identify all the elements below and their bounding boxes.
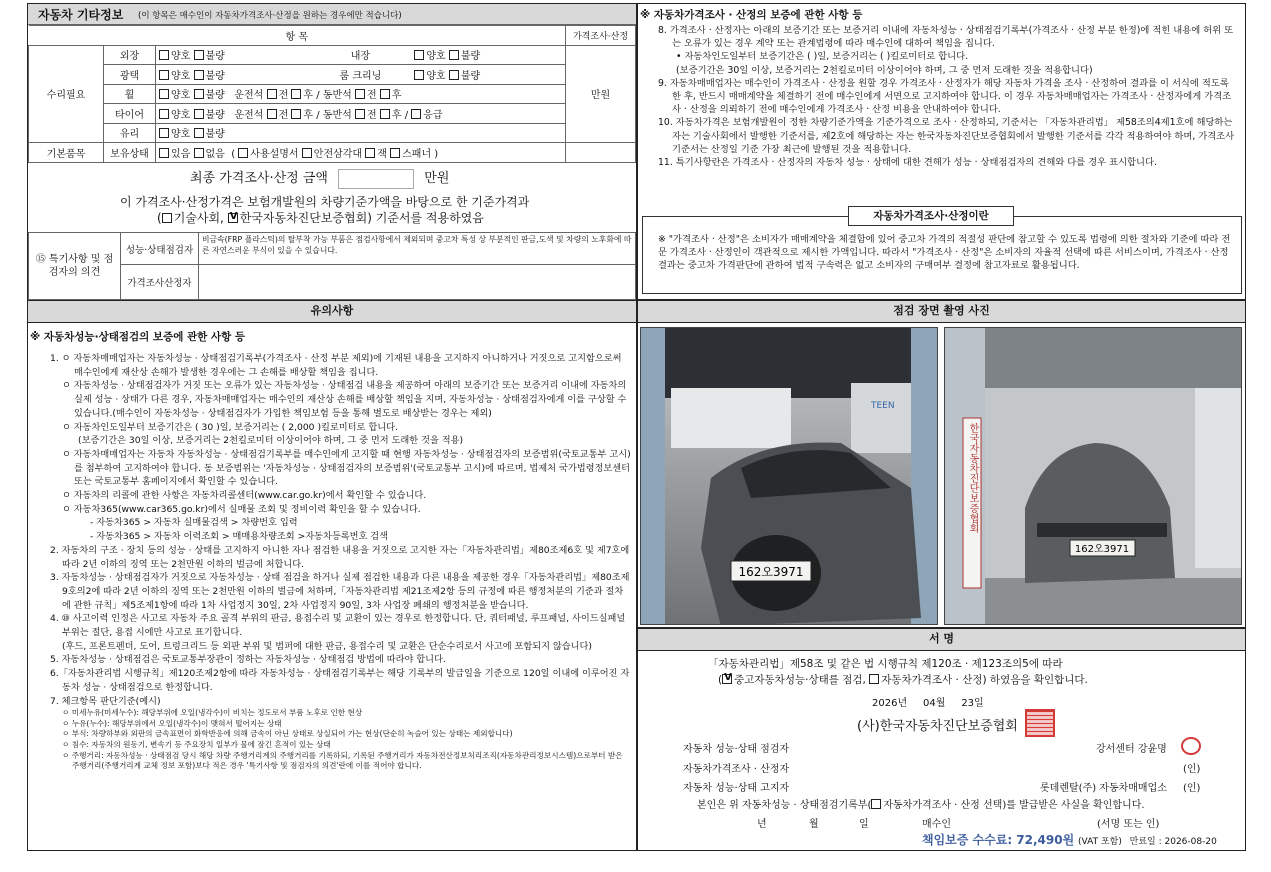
notifier-role: 자동차 성능·상태 고지자 bbox=[683, 783, 790, 794]
room-bad-checkbox[interactable] bbox=[449, 70, 459, 80]
note-7c: ㅇ 부식: 차량하부와 외판의 금속표면이 화학반응에 의해 금속이 아닌 상태로 상실되어 가는 현상(단순히 녹슬어 있는 상태는 제외합니다) bbox=[62, 729, 513, 739]
note-2: 2. 자동차의 구조 · 장치 등의 성능 · 상태를 고지하지 아니한 자나 점검한 내용을 거짓으로 고지한 자는「자동차관리법」제80조제6호 및 제7호에 따라 2년 이하의 징역 또는 2천만원 이하의 벌금에 처합니다. bbox=[50, 544, 630, 570]
tire-pass-front-checkbox[interactable] bbox=[355, 109, 365, 119]
sign-org: (사)한국자동차진단보증협회 bbox=[857, 719, 1018, 734]
appraisal-def-title: 자동차가격조사·산정이란 bbox=[848, 206, 1014, 226]
inspector-label: 성능·상태점검자 bbox=[121, 233, 199, 265]
inspection-photo-front bbox=[640, 327, 938, 625]
sign-month: 04월 bbox=[923, 698, 946, 709]
glass-bad-checkbox[interactable] bbox=[194, 128, 204, 138]
price-basis-line1: 이 가격조사·산정가격은 보험개발원의 차량기준가액을 바탕으로 한 기준가격과 bbox=[120, 195, 530, 209]
price-unit: 만원 bbox=[566, 45, 636, 143]
item-8: 8. 가격조사 · 산정자는 아래의 보증기간 또는 보증거리 이내에 자동차성능 · 상태점검기록부(가격조사 · 산정 부분 한정)에 적힌 내용에 허위 또는 오류가 있는 경우 계약 또는 관계법령에 따라 매수인에 대하여 책임을 집니다. bbox=[658, 25, 1234, 50]
note-1d: (보증기간은 30일 이상, 보증거리는 2천킬로미터 이상이어야 하며, 그 중 먼저 도래한 것을 적용) bbox=[78, 435, 464, 447]
inspector-name: 강서센터 강윤명 bbox=[1096, 744, 1167, 755]
tire-good-checkbox[interactable] bbox=[159, 109, 169, 119]
appraiser-seal-text: (인) bbox=[1183, 764, 1201, 775]
other-info-title: 자동차 기타정보 bbox=[38, 8, 124, 22]
final-price-input[interactable] bbox=[338, 169, 414, 189]
notifier-seal-text: (인) bbox=[1183, 783, 1201, 794]
basic-label: 기본품목 bbox=[29, 143, 104, 163]
kaida-vertical-sign: 한국자동차진단보증협회 bbox=[967, 423, 978, 533]
item-8c: (보증기간은 30일 이상, 보증거리는 2천킬로미터 이상이어야 하며, 그 중 먼저 도래한 것을 적용합니다) bbox=[676, 64, 1093, 76]
sign-row-notifier bbox=[683, 779, 1203, 794]
plate-rear: 162오3971 bbox=[1074, 544, 1130, 555]
appraiser-label: 가격조사산정자 bbox=[121, 265, 199, 300]
plate-front: 162오3971 bbox=[738, 565, 804, 579]
appraisal-def-text: ※ "가격조사 · 산정"은 소비자가 매매계약을 체결함에 있어 중고차 가격의 적절성 판단에 참고할 수 있도록 법령에 의한 절차와 기준에 따라 전문 가격조사 · 산정인이 객관적으로 제시한 가액입니다. 따라서 "가격조사 · 산정"은 소비자의 자율적 선택에 따른 서비스이며, 가격조사 · 산정 결과는 중고차 가격판단에 관하여 법적 구속력은 없고 소비자의 구매여부 결정에 참고자료로 활용됩니다. bbox=[658, 234, 1231, 271]
buyer-year: 년 bbox=[757, 819, 767, 830]
signature-header: 서 명 bbox=[637, 628, 1246, 651]
ext-good-checkbox[interactable] bbox=[159, 50, 169, 60]
glass-label: 유리 bbox=[104, 123, 156, 143]
tire-driver-rear-checkbox[interactable] bbox=[291, 109, 301, 119]
buyer-day: 일 bbox=[859, 819, 869, 830]
gloss-label: 광택 bbox=[104, 65, 156, 85]
inspection-photo-rear bbox=[944, 327, 1242, 625]
note-1e: ㅇ 자동차매매업자는 자동차 자동차성능 · 상태점검기록부를 매수인에게 고지할 때 현행 자동차성능 · 상태점검자의 보증범위(국토교통부 고시)를 첨부하여 고지하여야 합니다. 동 보증범위는 '자동차성능 · 상태점검자의 보증범위'(국토교통부 고시)에 따르며, 법제처 국가법령정보센터 또는 국토교통부 홈페이지에서 확인할 수 있습니다. bbox=[62, 448, 631, 488]
buyer-month: 월 bbox=[809, 819, 819, 830]
wheel-bad-checkbox[interactable] bbox=[194, 89, 204, 99]
glass-good-checkbox[interactable] bbox=[159, 128, 169, 138]
manual-checkbox[interactable] bbox=[238, 148, 248, 158]
buyer-appraisal-checkbox[interactable] bbox=[871, 799, 881, 809]
tire-bad-checkbox[interactable] bbox=[194, 109, 204, 119]
inspector-seal bbox=[1181, 737, 1201, 755]
int-bad-checkbox[interactable] bbox=[449, 50, 459, 60]
wheel-pass-rear-checkbox[interactable] bbox=[380, 89, 390, 99]
note-1b: ㅇ 자동차성능 · 상태점검자가 거짓 또는 오류가 있는 자동차성능 · 상태점검 내용을 제공하여 아래의 보증기간 또는 보증거리 이내에 자동차의 실제 성능 · 상태가 다른 경우, 자동차매매업자는 매수인의 재산상 손해를 배상할 책임을 지며, 자동차성능 · 상태점검자에게 이를 구상할 수 있습니다.(매수인이 자동차성능 · 상태점검자가 가입한 책임보험 등을 통해 별도로 배상받는 경우는 제외) bbox=[62, 380, 627, 419]
note-7: 7. 체크항목 판단기준(예시) bbox=[50, 695, 161, 707]
have-checkbox[interactable] bbox=[159, 148, 169, 158]
note-1: 1. ㅇ 자동차매매업자는 자동차성능 · 상태점검기록부(가격조사 · 산정 부분 제외)에 기재된 내용을 고지하지 아니하거나 거짓으로 고지함으로써 매수인에게 재산상 손해가 발생한 경우에는 그 손해를 배상할 책임을 집니다. bbox=[50, 353, 622, 378]
wheel-driver-front-checkbox[interactable] bbox=[267, 89, 277, 99]
final-price-unit: 만원 bbox=[424, 171, 450, 186]
appraisal-guarantee-text bbox=[658, 24, 1238, 169]
note-5: 5. 자동차성능 · 상태점검은 국토교통부장관이 정하는 자동차성능 · 상태점검 방법에 따라야 합니다. bbox=[50, 654, 446, 666]
buyer-label: 매수인 bbox=[922, 819, 951, 830]
item-8b: • 자동차인도일부터 보증기간은 ( )일, 보증거리는 ( )킬로미터로 합니다. bbox=[676, 51, 969, 63]
room-good-checkbox[interactable] bbox=[414, 70, 424, 80]
price-basis-line2: ( 기술사회, V 한국자동차진단보증협회) 기준서를 적용하였음 bbox=[157, 209, 484, 226]
note-1h: - 자동차365 > 자동차 실매물검색 > 차량번호 입력 bbox=[90, 517, 298, 529]
none-checkbox[interactable] bbox=[194, 148, 204, 158]
tire-emergency-checkbox[interactable] bbox=[411, 109, 421, 119]
notes-body bbox=[50, 352, 632, 772]
tire-label: 타이어 bbox=[104, 104, 156, 124]
notes-header: 유의사항 bbox=[27, 300, 637, 323]
kaida-checkbox[interactable] bbox=[228, 213, 238, 223]
photo-rear-image bbox=[945, 328, 1242, 625]
other-info-title-bar bbox=[28, 4, 636, 25]
wheel-driver-rear-checkbox[interactable] bbox=[291, 89, 301, 99]
appraiser-role: 자동차가격조사 · 산정자 bbox=[683, 764, 790, 775]
triangle-checkbox[interactable] bbox=[302, 148, 312, 158]
price-header: 가격조사·산정 bbox=[566, 26, 636, 46]
appraisal-guarantee-title: ※ 자동차가격조사 · 산정의 보증에 관한 사항 등 bbox=[640, 9, 863, 21]
buyer-confirm-line: 본인은 위 자동차성능 · 상태점검기록부( 자동차가격조사 · 산정 선택)를 발급받은 사실을 확인합니다. bbox=[697, 800, 1145, 811]
sign-year: 2026년 bbox=[872, 698, 908, 709]
photos-header: 점검 장면 촬영 사진 bbox=[637, 300, 1246, 323]
repair-table: 항 목 가격조사·산정 수리필요 외장 양호 불량 내장 양호 불량 만원 광택 양호 불량 룸 크리닝 양호 불량 휠 양호 불량 운전석 전 후 / 동반석 전 후 타이어 양호 불량 운전석 전 후 / 동반석 전 후 / 응급 유리 양호 불량 기본품목 보유상태 있음 없음 ( 사용설명서 안전삼각대 잭 스패너 ) bbox=[28, 25, 636, 163]
spanner-checkbox[interactable] bbox=[390, 148, 400, 158]
gloss-bad-checkbox[interactable] bbox=[194, 70, 204, 80]
buyer-date-row bbox=[757, 815, 1197, 830]
expire-date: 만료일 : 2026-08-20 bbox=[1129, 837, 1217, 847]
tire-driver-front-checkbox[interactable] bbox=[267, 109, 277, 119]
repair-label: 수리필요 bbox=[29, 45, 104, 143]
item-header: 항 목 bbox=[29, 26, 566, 46]
wheel-good-checkbox[interactable] bbox=[159, 89, 169, 99]
ext-label: 외장 bbox=[104, 45, 156, 65]
note-1f: ㅇ 자동차의 리콜에 관한 사항은 자동차리콜센터(www.car.go.kr)에서 확인할 수 있습니다. bbox=[62, 490, 427, 502]
int-good-checkbox[interactable] bbox=[414, 50, 424, 60]
note-6: 6.「자동차관리법 시행규칙」제120조제2항에 따라 자동차성능 · 상태점검기록부는 해당 기록부의 발급일을 기준으로 120일 이내에 이루어진 자동차 성능 · 상태점검으로 한정합니다. bbox=[50, 668, 630, 693]
fee-label: 책임보증 수수료: 72,490원 bbox=[922, 833, 1075, 847]
holding-label: 보유상태 bbox=[104, 143, 156, 163]
tire-pass-rear-checkbox[interactable] bbox=[380, 109, 390, 119]
buyer-sign-field[interactable]: (서명 또는 인) bbox=[1097, 819, 1160, 830]
special-notes-table bbox=[28, 232, 636, 300]
notes-title: ※ 자동차성능·상태점검의 보증에 관한 사항 등 bbox=[30, 331, 246, 343]
sign-date bbox=[872, 694, 984, 709]
fee-note: (VAT 포함) bbox=[1078, 837, 1122, 847]
sign-confirm-line: (V 중고자동차성능·상태를 점검, 자동차가격조사 · 산정) 하였음을 확인합니다. bbox=[718, 672, 1088, 687]
tech-society-checkbox[interactable] bbox=[162, 213, 172, 223]
final-price-label: 최종 가격조사·산정 금액 bbox=[190, 171, 328, 186]
photo-front-image bbox=[641, 328, 938, 625]
ext-bad-checkbox[interactable] bbox=[194, 50, 204, 60]
sign-day: 23일 bbox=[961, 698, 984, 709]
note-1i: - 자동차365 > 자동차 이력조회 > 매매용차량조회 >자동차등록번호 검색 bbox=[90, 531, 389, 543]
fee-row bbox=[922, 831, 1217, 848]
note-3: 3. 자동차성능 · 상태점검자가 거짓으로 자동차성능 · 상태 점검을 하거나 실제 점검한 내용과 다른 내용을 제공한 경우「자동차관리법」제80조제9호의2에 따라 2년 이하의 징역 또는 2천만원 이하의 벌금에 처하며,「자동차관리법 제21조제2항 등의 규정에 따른 행정처분의 기준과 절차에 관한 규칙」제5조제1항에 따라 1차 사업정지 30일, 2차 사업정지 90일, 3차 사업장 폐쇄의 행정처분을 받습니다. bbox=[50, 572, 630, 611]
sign-row-inspector bbox=[683, 740, 1203, 755]
room-label: 룸 크리닝 bbox=[310, 65, 412, 85]
sign-law-line: 「자동차관리법」제58조 및 같은 법 시행규칙 제120조 · 제123조의5에 따라 bbox=[708, 658, 1063, 670]
performance-check-checkbox[interactable] bbox=[722, 674, 732, 684]
note-4b: (후드, 프론트펜더, 도어, 트렁크리드 등 외판 부위 및 범퍼에 대한 판금, 용접수리 및 교환은 단순수리로서 사고에 포함되지 않습니다) bbox=[62, 640, 593, 652]
item-10: 10. 자동차가격은 보험개발원이 정한 차량기준가액을 기준가격으로 조사 · 산정하되, 기준서는 「자동차관리법」 제58조의4제1호에 해당하는 자는 기술사회에서 발행한 기준서를, 제2호에 해당하는 자는 한국자동차진단보증협회에서 발행한 기준서를 각각 적용하여야 하며, 가격조사 기준서는 산정일 기준 가장 최근에 발행된 것을 적용합니다. bbox=[658, 117, 1235, 155]
note-1g: ㅇ 자동차365(www.car365.go.kr)에서 실매물 조회 및 정비이력 확인을 할 수 있습니다. bbox=[62, 503, 421, 515]
wheel-label: 휠 bbox=[104, 84, 156, 104]
note-7a: ㅇ 미세누유(미세누수): 해당부위에 오일(냉각수)이 비치는 정도로서 부품 노후로 인한 현상 bbox=[62, 708, 363, 718]
sign-row-appraiser bbox=[683, 760, 1203, 775]
note-7d: ㅇ 침수: 자동차의 원동기, 변속기 등 주요장치 일부가 물에 잠긴 흔적이 있는 상태 bbox=[62, 740, 331, 750]
inspector-role: 자동차 성능·상태 점검자 bbox=[683, 744, 790, 755]
appraisal-checkbox[interactable] bbox=[869, 674, 879, 684]
final-price-row bbox=[190, 167, 449, 189]
jack-checkbox[interactable] bbox=[365, 148, 375, 158]
gloss-good-checkbox[interactable] bbox=[159, 70, 169, 80]
org-seal bbox=[1025, 709, 1055, 737]
note-1c: ㅇ 자동차인도일부터 보증기간은 ( 30 )일, 보증거리는 ( 2,000 )킬로미터로 합니다. bbox=[62, 421, 398, 433]
appraiser-opinion bbox=[199, 265, 636, 300]
tent-sign: TEEN bbox=[871, 401, 895, 411]
note-7e: ㅇ 주행거리: 자동차성능 · 상태점검 당시 해당 차량 주행거리계의 주행거리를 기록하되, 기록된 주행거리가 자동차전산정보처리조직(자동차관리정보시스템)으로부터 받은 주행거리(주행거리계 교체 정보 포함)보다 적은 경우 '특기사항 및 점검자의 의견'란에 이를 적어야 합니다. bbox=[62, 750, 623, 771]
notifier-name: 롯데렌탈(주) 자동차매매업소 bbox=[1040, 783, 1167, 794]
wheel-pass-front-checkbox[interactable] bbox=[355, 89, 365, 99]
note-7b: ㅇ 누유(누수): 해당부위에서 오일(냉각수)이 맺혀서 떨어지는 상태 bbox=[62, 718, 282, 728]
other-info-note: (이 항목은 매수인이 자동차가격조사·산정을 원하는 경우에만 적습니다) bbox=[138, 11, 402, 21]
inspector-opinion: 비금속(FRP 플라스틱)의 탈부착 가능 부품은 점검사항에서 제외되며 중고차 특성 상 부분적인 판금,도색 및 차량의 노후화에 따른 자연스러운 부식이 있을 수 있습니다. bbox=[199, 233, 636, 265]
int-label: 내장 bbox=[310, 45, 412, 65]
special-notes-label: ⑮ 특기사항 및 점검자의 의견 bbox=[29, 233, 121, 300]
note-4: 4. ⑩ 사고이력 인정은 사고로 자동차 주요 골격 부위의 판금, 용접수리 및 교환이 있는 경우로 한정합니다. 단, 쿼터패널, 루프패널, 사이드실패널 부위는 절단, 용접 시에만 사고로 표기합니다. bbox=[50, 613, 626, 639]
item-11: 11. 특기사항란은 가격조사 · 산정자의 자동차 성능 · 상태에 대한 견해가 성능 · 상태점검자의 견해와 다를 경우 표시합니다. bbox=[658, 157, 1157, 169]
item-9: 9. 자동차매매업자는 매수인이 가격조사 · 산정을 원할 경우 가격조사 · 산정자가 해당 자동차 가격을 조사 · 산정하여 결과를 이 서식에 적도록 한 후, 반드시 매매계약을 체결하기 전에 매수인에게 서면으로 고지하여야 합니다. 이 경우 자동차매매업자는 가격조사 · 산정자에게 가격조사 · 산정을 의뢰하기 전에 매수인에게 가격조사 · 산정 비용을 안내하여야 합니다. bbox=[658, 77, 1232, 116]
